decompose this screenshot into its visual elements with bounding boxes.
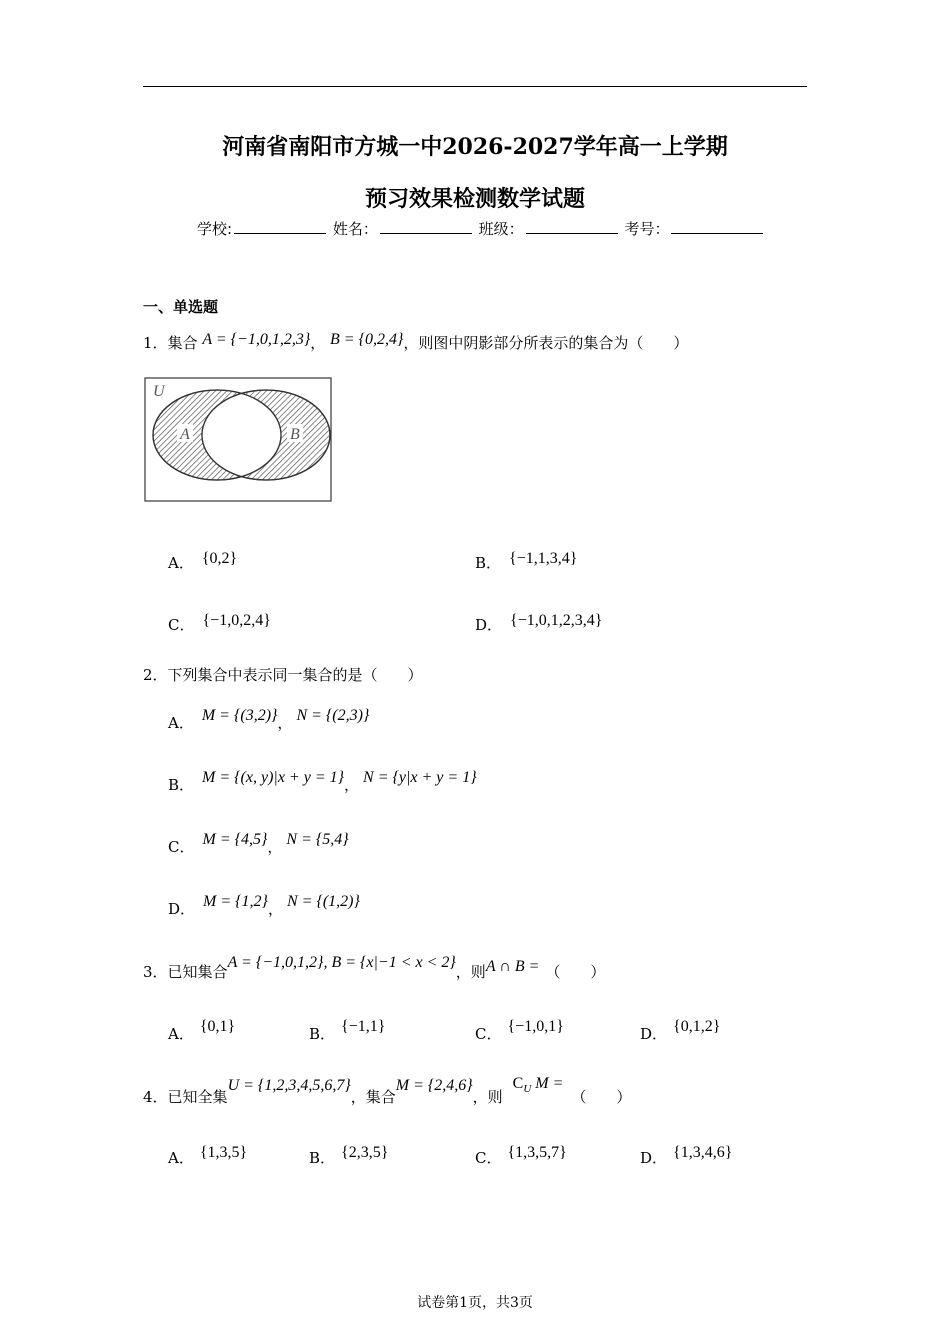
exam-number-blank[interactable] [671,219,763,234]
q2-option-d[interactable]: D． M = {1,2}， N = {(1,2)} [168,893,360,918]
question-number: 2． [143,666,168,684]
universe-label: U [153,383,165,400]
q4-option-d[interactable]: D． {1,3,4,6} [640,1144,733,1167]
q3-option-c[interactable]: C． {−1,0,1} [475,1018,564,1043]
q4-option-b[interactable]: B． {2,3,5} [309,1144,389,1167]
question-2-stem: 2．下列集合中表示同一集合的是（ ） [143,666,423,684]
school-label: 学校: [197,220,233,238]
section-title: 一、单选题 [143,298,219,316]
class-blank[interactable] [526,219,618,234]
q1-option-d[interactable]: D． {−1,0,1,2,3,4} [475,612,603,634]
q4-set-m-expr: M = {2,4,6} [395,1077,473,1094]
q1-option-b[interactable]: B． {−1,1,3,4} [475,550,578,572]
q4-universe-expr: U = {1,2,3,4,5,6,7} [227,1077,351,1094]
exam-number-label: 考号： [624,220,670,238]
question-1-stem: 1．集合 A = {−1,0,1,2,3}， B = {0,2,4}，则图中阴影部分所表示的集合为（ ） [143,331,689,352]
school-blank[interactable] [234,219,326,234]
set-a-expr: A = {−1,0,1,2,3} [202,331,311,348]
q4-complement-expr: $C_U$ M = [512,1075,564,1095]
q3-option-b[interactable]: B． {−1,1} [309,1018,386,1043]
class-label: 班级： [478,220,524,238]
venn-diagram [144,377,334,503]
question-3-stem: 3．已知集合A = {−1,0,1,2}, B = {x|−1 < x < 2}，则A ∩ B = （ ） [143,954,606,981]
question-number: 3． [143,963,168,981]
q1-option-a[interactable]: A． {0,2} [168,550,238,572]
q3-sets-expr: A = {−1,0,1,2}, B = {x|−1 < x < 2} [227,954,456,971]
question-number: 4． [143,1088,168,1106]
q1-option-c[interactable]: C． {−1,0,2,4} [168,612,271,634]
set-a-label: A [180,426,190,443]
question-4-stem: 4．已知全集U = {1,2,3,4,5,6,7}，集合M = {2,4,6}，则$C_U$ M =（ ） [143,1075,632,1106]
q4-option-a[interactable]: A． {1,3,5} [168,1144,248,1167]
q4-option-c[interactable]: C． {1,3,5,7} [475,1144,567,1167]
page-footer: 试卷第1页，共3页 [417,1295,533,1311]
student-info-row [197,218,765,239]
header-rule [143,86,807,87]
q2-option-c[interactable]: C． M = {4,5}， N = {5,4} [168,831,349,856]
q2-option-b[interactable]: B． M = {(x, y)|x + y = 1}， N = {y|x + y = 1} [168,769,477,794]
q2-option-a[interactable]: A． M = {(3,2)}， N = {(2,3)} [168,707,370,732]
exam-title-line1: 河南省南阳市方城一中2026-2027学年高一上学期 [222,134,728,160]
q3-option-d[interactable]: D． {0,1,2} [640,1018,721,1043]
q3-option-a[interactable]: A． {0,1} [168,1018,236,1043]
exam-title-line2: 预习效果检测数学试题 [364,186,585,212]
set-b-expr: B = {0,2,4} [330,331,404,348]
name-blank[interactable] [380,219,472,234]
set-b-label: B [290,426,300,443]
q3-intersection-expr: A ∩ B = [485,958,540,975]
question-number: 1． [143,334,168,352]
name-label: 姓名： [332,220,378,238]
